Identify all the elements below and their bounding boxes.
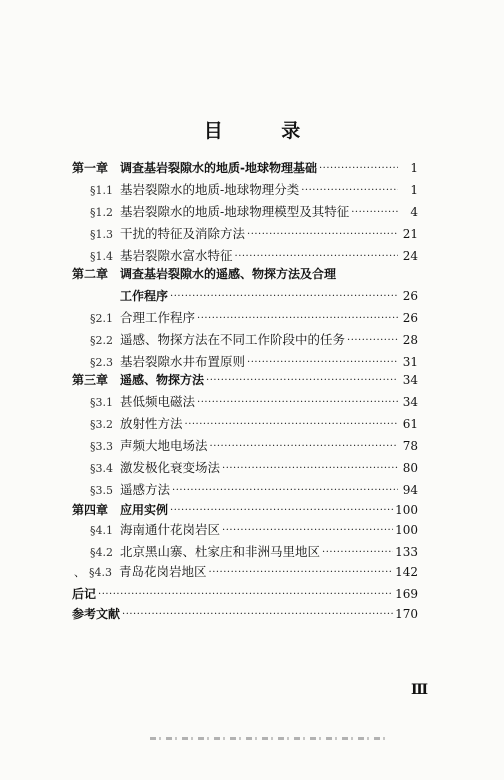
toc-page-number: 133 xyxy=(395,545,418,559)
toc-entry-number: §2.2 xyxy=(90,334,113,347)
toc-section-entry[interactable] xyxy=(90,520,418,540)
leader-dots xyxy=(197,393,398,413)
toc-section-entry[interactable] xyxy=(90,180,418,200)
stray-mark: 、 xyxy=(74,566,85,579)
toc-chapter-entry[interactable] xyxy=(120,286,418,306)
toc-entry-title: 调查基岩裂隙水的遥感、物探方法及合理 xyxy=(120,267,337,281)
toc-entry-title: 工作程序 xyxy=(120,289,169,303)
leader-dots xyxy=(98,585,393,605)
leader-dots xyxy=(247,225,398,245)
toc-page-number: 28 xyxy=(402,333,418,347)
toc-entry-title: 遥感、物探方法在不同工作阶段中的任务 xyxy=(120,332,346,347)
toc-page-number: 169 xyxy=(395,587,418,601)
toc-section-entry[interactable] xyxy=(90,436,418,456)
leader-dots xyxy=(347,331,398,351)
toc-entry-number: 第三章 xyxy=(72,373,109,387)
toc-page-number: 24 xyxy=(402,249,418,263)
toc-entry-title: 后记 xyxy=(72,587,97,601)
toc-entry-title: 合理工作程序 xyxy=(120,310,196,325)
toc-chapter-entry[interactable] xyxy=(72,158,418,178)
toc-chapter-entry[interactable] xyxy=(72,370,418,390)
toc-entry-number: §3.5 xyxy=(90,484,113,497)
toc-page-number: 94 xyxy=(402,483,418,497)
toc-entry-number: §3.3 xyxy=(90,440,113,453)
toc-page-number: 170 xyxy=(395,607,418,621)
toc-entry-title: 遥感、物探方法 xyxy=(120,373,205,387)
toc-entry-title: 干扰的特征及消除方法 xyxy=(120,226,246,241)
leader-dots xyxy=(122,605,393,625)
toc-page-number: 34 xyxy=(402,373,418,387)
toc-section-entry[interactable] xyxy=(90,352,418,372)
toc-entry-title: 放射性方法 xyxy=(120,416,183,431)
leader-dots xyxy=(210,437,398,457)
toc-entry-number: 第四章 xyxy=(72,503,109,517)
leader-dots xyxy=(170,287,398,307)
toc-section-entry[interactable] xyxy=(90,392,418,412)
toc-page-number: 61 xyxy=(402,417,418,431)
toc-entry-number: §4.1 xyxy=(90,524,113,537)
toc-entry-number: §2.3 xyxy=(90,356,113,369)
toc-section-entry[interactable] xyxy=(90,224,418,244)
leader-dots xyxy=(172,481,398,501)
toc-page-number: 26 xyxy=(402,289,418,303)
leader-dots xyxy=(322,543,393,563)
toc-section-entry[interactable] xyxy=(90,480,418,500)
toc-section-entry[interactable] xyxy=(90,246,418,266)
toc-page-number: 1 xyxy=(410,161,418,175)
leader-dots xyxy=(185,415,398,435)
toc-entry-title: 基岩裂隙水的地质-地球物理模型及其特征 xyxy=(120,204,350,219)
leader-dots xyxy=(170,501,393,521)
leader-dots xyxy=(209,563,394,583)
toc-chapter-entry[interactable] xyxy=(72,584,418,604)
toc-section-entry[interactable] xyxy=(74,562,418,582)
toc-entry-title: 声频大地电场法 xyxy=(120,438,208,453)
toc-chapter-entry[interactable] xyxy=(72,264,418,284)
toc-entry-number: 第二章 xyxy=(72,267,109,281)
toc-entry-title: 应用实例 xyxy=(120,503,169,517)
toc-entry-number: §4.3 xyxy=(89,566,112,579)
toc-chapter-entry[interactable] xyxy=(72,604,418,624)
leader-dots xyxy=(301,181,398,201)
toc-page-number: 78 xyxy=(402,439,418,453)
toc-entry-title: 激发极化衰变场法 xyxy=(120,460,221,475)
toc-entry-number: §1.4 xyxy=(90,250,113,263)
page-title: 目 录 xyxy=(203,120,327,142)
leader-dots xyxy=(222,459,398,479)
toc-entry-number: §3.1 xyxy=(90,396,113,409)
toc-entry-number: §3.2 xyxy=(90,418,113,431)
toc-chapter-entry[interactable] xyxy=(72,500,418,520)
scan-smudge xyxy=(150,737,390,740)
toc-entry-title: 北京黑山寨、杜家庄和非洲马里地区 xyxy=(120,544,321,559)
toc-page-number: 4 xyxy=(410,205,418,219)
toc-section-entry[interactable] xyxy=(90,202,418,222)
toc-entry-number: §3.4 xyxy=(90,462,113,475)
toc-page-number: 26 xyxy=(402,311,418,325)
toc-page-number: 31 xyxy=(402,355,418,369)
toc-page-number: 34 xyxy=(402,395,418,409)
toc-entry-title: 青岛花岗岩地区 xyxy=(119,564,207,579)
leader-dots xyxy=(197,309,398,329)
toc-entry-number: §2.1 xyxy=(90,312,113,325)
page-folio: Ⅲ xyxy=(411,682,429,698)
toc-section-entry[interactable] xyxy=(90,330,418,350)
toc-entry-number: §4.2 xyxy=(90,546,113,559)
leader-dots xyxy=(351,203,398,223)
toc-entry-title: 海南通什花岗岩区 xyxy=(120,522,221,537)
toc-page-number: 80 xyxy=(402,461,418,475)
toc-page-number: 21 xyxy=(402,227,418,241)
toc-entry-title: 甚低频电磁法 xyxy=(120,394,196,409)
toc-entry-number: §1.2 xyxy=(90,206,113,219)
toc-entry-title: 遥感方法 xyxy=(120,482,171,497)
toc-page-number: 142 xyxy=(395,565,418,579)
toc-entry-title: 基岩裂隙水富水特征 xyxy=(120,248,233,263)
toc-page-number: 100 xyxy=(395,523,418,537)
leader-dots xyxy=(222,521,393,541)
toc-entry-title: 基岩裂隙水的地质-地球物理分类 xyxy=(120,182,300,197)
toc-section-entry[interactable] xyxy=(90,308,418,328)
toc-entry-title: 基岩裂隙水井布置原则 xyxy=(120,354,246,369)
toc-entry-title: 调查基岩裂隙水的地质-地球物理基础 xyxy=(120,161,317,175)
toc-entry-title: 参考文献 xyxy=(72,607,121,621)
toc-page-number: 100 xyxy=(395,503,418,517)
toc-section-entry[interactable] xyxy=(90,458,418,478)
toc-entry-number: 第一章 xyxy=(72,161,109,175)
toc-page-number: 1 xyxy=(410,183,418,197)
toc-section-entry[interactable] xyxy=(90,542,418,562)
toc-entry-number: §1.3 xyxy=(90,228,113,241)
toc-section-entry[interactable] xyxy=(90,414,418,434)
leader-dots xyxy=(206,371,398,391)
toc-entry-number: §1.1 xyxy=(90,184,113,197)
leader-dots xyxy=(319,159,398,179)
